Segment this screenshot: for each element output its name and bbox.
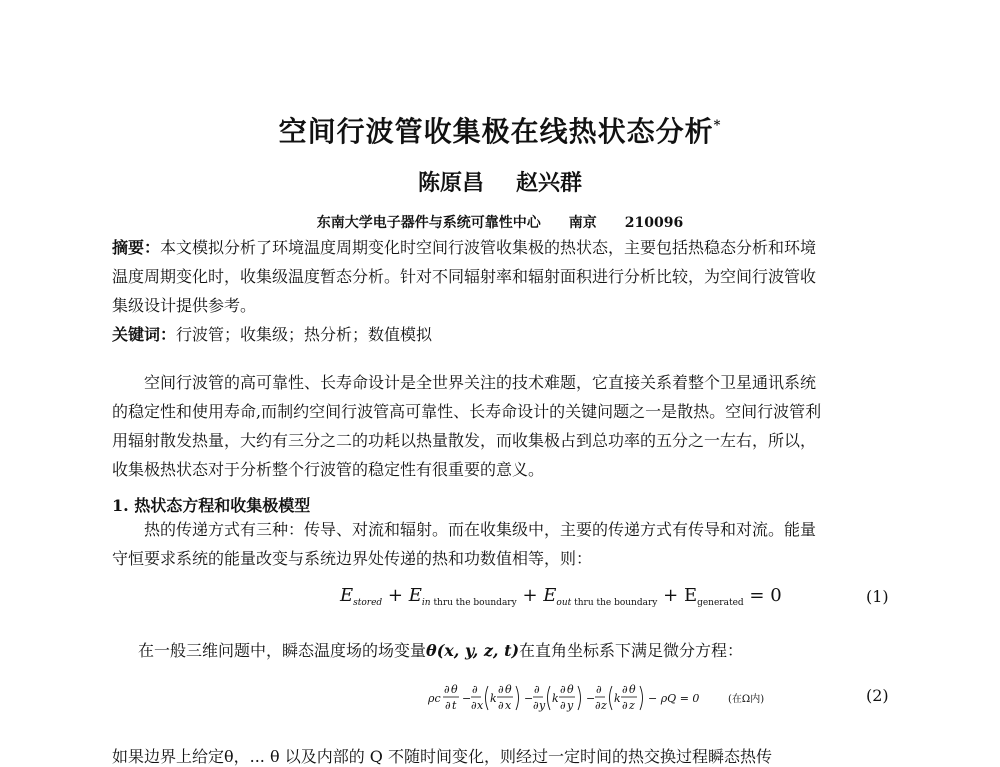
svg-text:∂: ∂: [595, 699, 601, 712]
svg-text:k: k: [490, 692, 497, 705]
equation-1: $E_{stored} + E_{in}$ $_{thru the boundary} + E_{out}$ $_{thru the boundary} + E_{generated} = 0$: [340, 585, 782, 608]
equation-2-graphic: [428, 681, 788, 715]
author-name: 陈原昌: [417, 170, 484, 196]
author-name: 赵兴群: [516, 170, 583, 196]
abstract-text: 温度周期变化时，收集级温度暂态分析。针对不同辐射率和辐射面积进行分析比较，为空间行波管收: [112, 267, 817, 286]
field-paragraph: 在一般三维问题中，瞬态温度场的场变量θ(x, y, z, t)在直角坐标系下满足微分方程：: [138, 641, 744, 660]
equation-number: (2): [866, 686, 889, 705]
svg-text:y: y: [567, 699, 574, 712]
svg-text:k: k: [614, 692, 621, 705]
svg-text:t: t: [452, 699, 457, 712]
svg-text:∂: ∂: [471, 699, 477, 712]
body-line: 热的传递方式有三种：传导、对流和辐射。而在收集级中，主要的传递方式有传导和对流。能量: [144, 520, 817, 539]
svg-text:z: z: [629, 699, 635, 712]
intro-paragraph: [112, 368, 821, 484]
affiliation-city: 南京: [568, 215, 597, 231]
body-line: 空间行波管的高可靠性、长寿命设计是全世界关注的技术难题，它直接关系着整个卫星通讯系统: [144, 373, 817, 392]
cut-off-line: 如果边界上给定θ，... θ 以及内部的 Q 不随时间变化，则经过一定时间的热交换过程瞬态热传: [112, 747, 772, 766]
svg-text:∂: ∂: [445, 699, 451, 712]
svg-text:∂: ∂: [596, 683, 602, 696]
svg-text:θ: θ: [505, 683, 512, 696]
section-paragraph: [112, 515, 816, 573]
svg-text:∂: ∂: [533, 699, 539, 712]
svg-text:∂: ∂: [498, 699, 504, 712]
abstract-text: 本文模拟分析了环境温度周期变化时空间行波管收集极的热状态，主要包括热稳态分析和环境: [160, 238, 817, 257]
svg-text:y: y: [539, 699, 546, 712]
svg-text:∂: ∂: [622, 683, 628, 696]
body-line: 收集极热状态对于分析整个行波管的稳定性有很重要的意义。: [112, 460, 545, 479]
section-heading: 1. 热状态方程和收集极模型: [112, 496, 311, 515]
svg-text:−: −: [524, 692, 534, 705]
affiliation: [0, 212, 1000, 232]
abstract-label: 摘要：: [112, 238, 161, 257]
svg-text:θ: θ: [629, 683, 636, 696]
svg-text:∂: ∂: [472, 683, 478, 696]
svg-text:x: x: [477, 699, 484, 712]
svg-text:k: k: [552, 692, 559, 705]
body-line: 用辐射散发热量，大约有三分之二的功耗以热量散发，而收集极占到总功率的五分之一左右，所以，: [112, 431, 817, 450]
equation-number: (1): [866, 587, 889, 606]
author-list: [0, 166, 1000, 197]
svg-text:∂: ∂: [560, 683, 566, 696]
svg-text:−: −: [586, 692, 596, 705]
svg-text:x: x: [505, 699, 512, 712]
svg-text:∂: ∂: [444, 683, 450, 696]
keywords-text: 行波管；收集级；热分析；数值模拟: [176, 325, 433, 344]
body-line: 的稳定性和使用寿命,而制约空间行波管高可靠性、长寿命设计的关键问题之一是散热。空间行波管利: [112, 402, 822, 421]
keywords-label: 关键词：: [112, 325, 177, 344]
svg-text:∂: ∂: [498, 683, 504, 696]
svg-text:− ρQ = 0: − ρQ = 0: [648, 692, 700, 705]
svg-text:(在Ω内): (在Ω内): [728, 694, 765, 705]
svg-text:∂: ∂: [534, 683, 540, 696]
abstract: [112, 233, 816, 349]
svg-text:ρc: ρc: [428, 692, 441, 705]
paper-title: 空间行波管收集极在线热状态分析*: [278, 115, 722, 148]
abstract-text: 集级设计提供参考。: [112, 296, 257, 315]
svg-text:∂: ∂: [622, 699, 628, 712]
svg-text:θ: θ: [567, 683, 574, 696]
affiliation-org: 东南大学电子器件与系统可靠性中心: [316, 215, 541, 231]
svg-text:∂: ∂: [560, 699, 566, 712]
body-line: 守恒要求系统的能量改变与系统边界处传递的热和功数值相等，则：: [112, 549, 593, 568]
title-footnote-mark: *: [713, 118, 722, 133]
equation-2: [428, 681, 788, 718]
affiliation-postcode: 210096: [624, 215, 684, 231]
svg-text:−: −: [462, 692, 472, 705]
svg-text:θ: θ: [451, 683, 458, 696]
svg-text:z: z: [601, 699, 607, 712]
